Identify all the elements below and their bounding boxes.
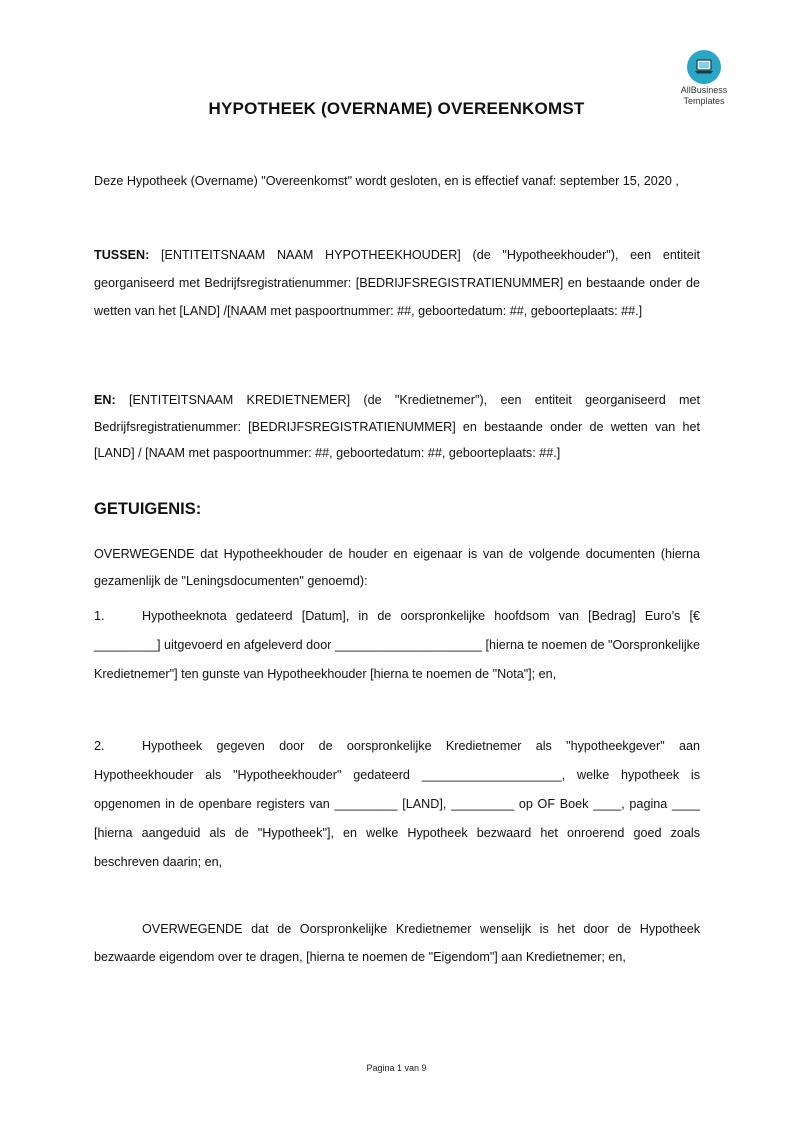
overwegende-2-text: OVERWEGENDE dat de Oorspronkelijke Kredietnemer wenselijk is het door de Hypotheek bezwaarde eigendom over te dragen, [hierna te noemen de "Eigendom"] aan Kredietnemer; en, (94, 922, 700, 964)
en-label: EN: (94, 393, 116, 407)
section-heading-getuigenis: GETUIGENIS: (94, 500, 202, 518)
list-item-1-number: 1. (94, 609, 105, 623)
overwegende-paragraph-2 (94, 915, 700, 971)
tussen-paragraph (94, 241, 700, 325)
logo-text-line2: Templates (683, 96, 725, 106)
en-paragraph (94, 387, 700, 467)
tussen-text: [ENTITEITSNAAM NAAM HYPOTHEEKHOUDER] (de "Hypotheekhouder"), een entiteit georganiseerd met Bedrijfsregistratienummer: [BEDRIJFSREGISTRATIENUMMER] en bestaande onder de wetten van het [LAND] /[NAAM met paspoortnummer: ##, geboortedatum: ##, geboorteplaats: ##.] (94, 248, 700, 318)
page-number-footer: Pagina 1 van 9 (366, 1063, 427, 1073)
laptop-icon (687, 50, 721, 84)
document-title: HYPOTHEEK (OVERNAME) OVEREENKOMST (208, 99, 585, 118)
tussen-label: TUSSEN: (94, 248, 150, 262)
overwegende-paragraph-1: OVERWEGENDE dat Hypotheekhouder de houder en eigenaar is van de volgende documenten (hierna gezamenlijk de "Leningsdocumenten" genoemd): (94, 547, 700, 588)
list-item-2 (94, 732, 700, 877)
logo-text-line1: AllBusiness (680, 85, 728, 95)
company-logo (672, 50, 736, 106)
list-item-2-number: 2. (94, 739, 105, 753)
list-item-2-text: Hypotheek gegeven door de oorspronkelijke Kredietnemer als "hypotheekgever" aan Hypotheekhouder als "Hypotheekhouder" gedateerd ____________________, welke hypotheek is opgenomen in de openbare registers van _________ [LAND], _________ op OF Boek ____, pagina ____ [hierna aangeduid als de "Hypotheek"], en welke Hypotheek bezwaard het onroerend goed zoals beschreven daarin; en, (94, 739, 700, 869)
list-item-1-text: Hypotheeknota gedateerd [Datum], in de oorspronkelijke hoofdsom van [Bedrag] Euro’s [€ _________] uitgevoerd en afgeleverd door _____________________ [hierna te noemen de "Oorspronkelijke Kredietnemer"] ten gunste van Hypotheekhouder [hierna te noemen de "Nota"]; en, (94, 609, 700, 681)
en-text: [ENTITEITSNAAM KREDIETNEMER] (de "Kredietnemer"), een entiteit georganiseerd met Bedrijfsregistratienummer: [BEDRIJFSREGISTRATIENUMMER] en bestaande onder de wetten van het [LAND] / [NAAM met paspoortnummer: ##, geboortedatum: ##, geboorteplaats: ##.] (94, 393, 700, 460)
intro-paragraph: Deze Hypotheek (Overname) "Overeenkomst" wordt gesloten, en is effectief vanaf: september 15, 2020 , (94, 174, 679, 188)
list-item-1 (94, 602, 700, 689)
